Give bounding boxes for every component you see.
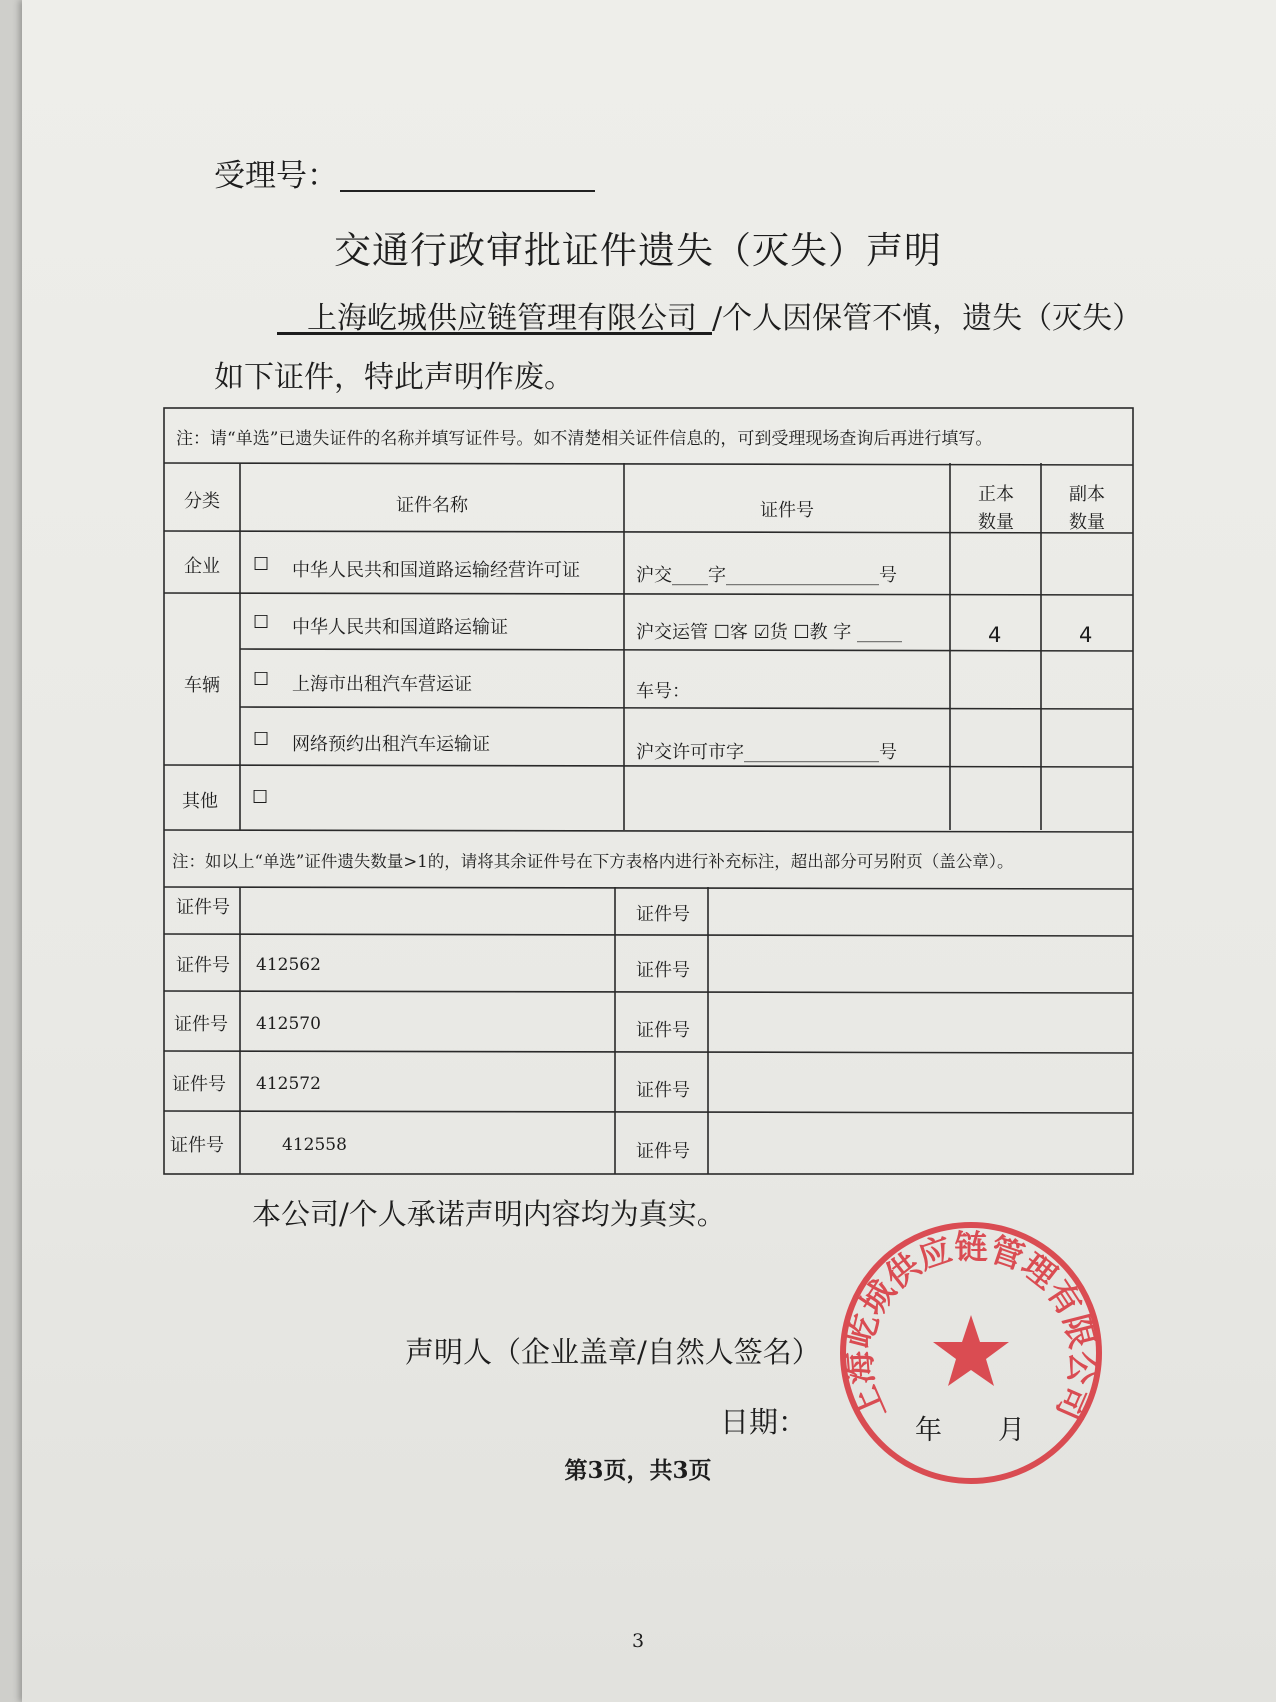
seal-text: 上海屹城供应链管理有限公司 bbox=[839, 1227, 1103, 1427]
row-vehicle-category: 车辆 bbox=[184, 675, 220, 696]
page-number: 3 bbox=[631, 1630, 645, 1652]
supp-label: 证件号 bbox=[176, 897, 230, 918]
company-name: 上海屹城供应链管理有限公司 bbox=[307, 301, 697, 336]
header-category: 分类 bbox=[184, 491, 220, 512]
intro-rest: /个人因保管不慎，遗失（灭失） bbox=[712, 301, 1143, 336]
row-online-taxi-number: 沪交许可市字_______________号 bbox=[636, 742, 897, 763]
checkbox-online-taxi-cert[interactable]: ☐ bbox=[253, 729, 270, 750]
table-note-top: 注：请“单选”已遗失证件的名称并填写证件号。如不清楚相关证件信息的，可到受理现场查询后再进行填写。 bbox=[176, 429, 993, 449]
year-label: 年 bbox=[915, 1415, 942, 1446]
supp-label: 证件号 bbox=[636, 1020, 690, 1041]
supp-value: 412572 bbox=[256, 1074, 321, 1094]
supp-value: 412570 bbox=[256, 1014, 321, 1034]
header-original: 正本数量 bbox=[978, 484, 1014, 533]
commitment-statement: 本公司/个人承诺声明内容均为真实。 bbox=[252, 1197, 726, 1231]
row-online-taxi-name: 网络预约出租汽车运输证 bbox=[292, 734, 490, 755]
supp-label: 证件号 bbox=[172, 1074, 226, 1095]
date-label: 日期： bbox=[720, 1405, 808, 1439]
row-other-category: 其他 bbox=[182, 791, 218, 812]
header-number: 证件号 bbox=[760, 500, 814, 521]
company-seal bbox=[836, 1218, 1106, 1488]
supp-label: 证件号 bbox=[636, 1141, 690, 1162]
header-copy: 副本数量 bbox=[1069, 484, 1105, 533]
checkbox-transport-cert[interactable]: ☐ bbox=[253, 612, 270, 633]
document-title: 交通行政审批证件遗失（灭失）声明 bbox=[334, 229, 942, 272]
checkbox-enterprise[interactable]: ☐ bbox=[253, 554, 270, 575]
supp-label: 证件号 bbox=[174, 1014, 228, 1035]
row-taxi-number: 车号： bbox=[636, 681, 690, 702]
header-name: 证件名称 bbox=[396, 495, 468, 516]
row-transport-number: 沪交运管 ☐客 ☑货 ☐教 字 _____ bbox=[636, 622, 903, 643]
month-label: 月 bbox=[998, 1415, 1025, 1446]
checkbox-taxi-cert[interactable]: ☐ bbox=[253, 669, 270, 690]
supp-value: 412562 bbox=[256, 955, 321, 975]
row-enterprise-category: 企业 bbox=[184, 556, 220, 577]
checkbox-other[interactable]: ☐ bbox=[252, 787, 269, 808]
row-transport-copy: 4 bbox=[1079, 623, 1093, 647]
row-transport-name: 中华人民共和国道路运输证 bbox=[292, 617, 508, 638]
row-transport-original: 4 bbox=[988, 623, 1002, 647]
supp-label: 证件号 bbox=[176, 955, 230, 976]
declarant-label: 声明人（企业盖章/自然人签名） bbox=[405, 1335, 821, 1369]
supp-label: 证件号 bbox=[636, 904, 690, 925]
row-enterprise-name: 中华人民共和国道路运输经营许可证 bbox=[292, 560, 580, 581]
supp-label: 证件号 bbox=[636, 960, 690, 981]
page-of: 第3页，共3页 bbox=[564, 1457, 712, 1484]
row-enterprise-number: 沪交____字_________________号 bbox=[636, 565, 897, 586]
supp-label: 证件号 bbox=[636, 1080, 690, 1101]
supp-label: 证件号 bbox=[170, 1135, 224, 1156]
row-taxi-name: 上海市出租汽车营运证 bbox=[292, 674, 472, 695]
supp-value: 412558 bbox=[282, 1135, 347, 1155]
intro-line-2: 如下证件，特此声明作废。 bbox=[214, 360, 574, 395]
intro-company: __上海屹城供应链管理有限公司_ bbox=[277, 301, 712, 336]
acceptance-no-label: 受理号： bbox=[214, 158, 338, 194]
table-note-bottom: 注：如以上“单选”证件遗失数量>1的，请将其余证件号在下方表格内进行补充标注，超出部分可另附页（盖公章）。 bbox=[172, 852, 1014, 871]
seal-star-icon bbox=[933, 1315, 1009, 1386]
